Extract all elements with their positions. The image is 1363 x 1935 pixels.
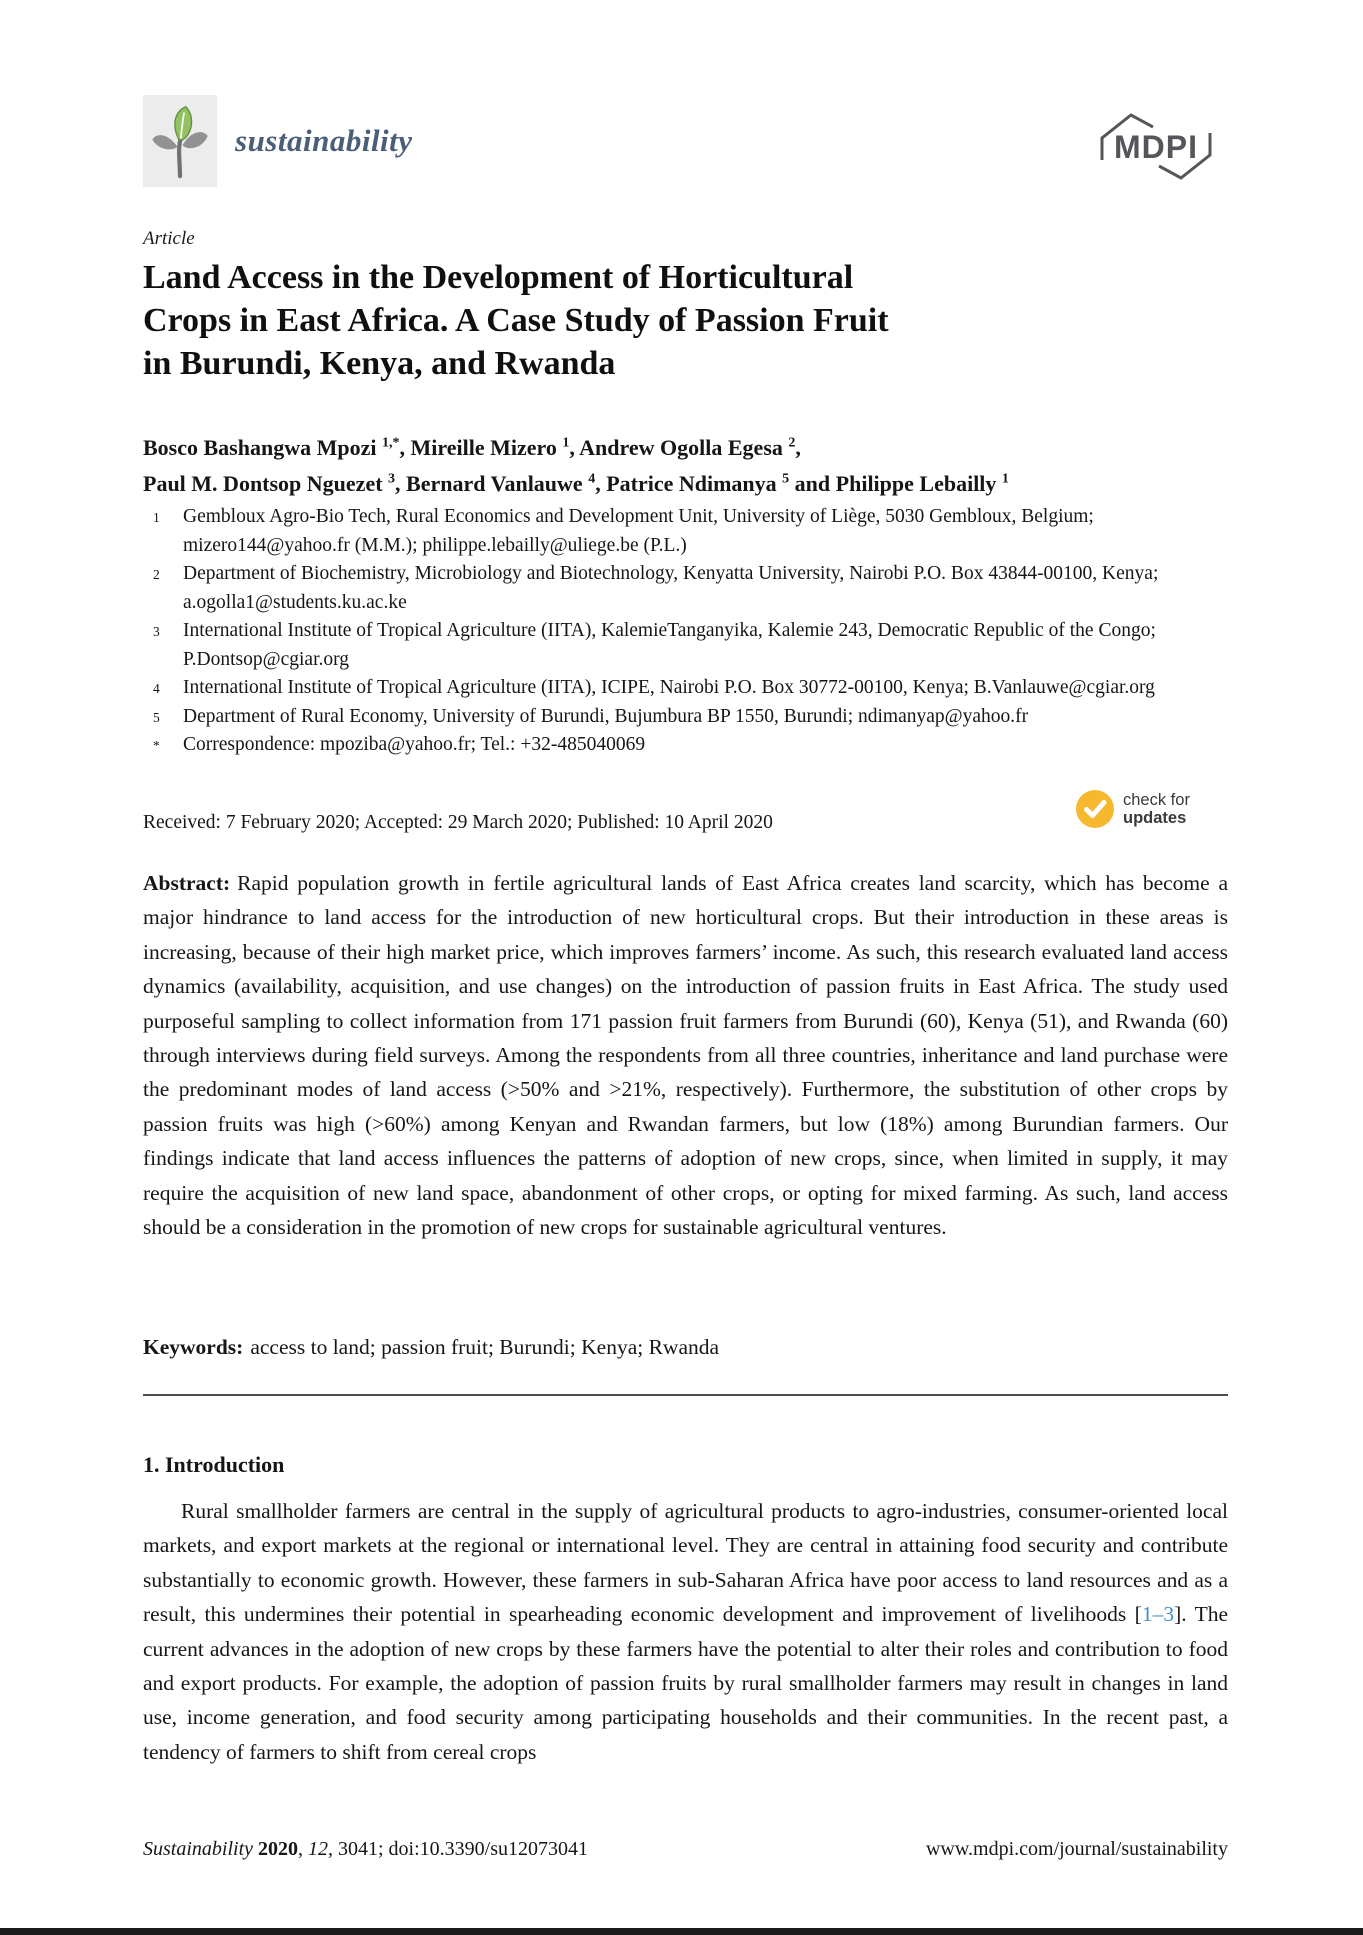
affiliation-text: Department of Rural Economy, University of Burundi, Bujumbura BP 1550, Burundi; ndimanyap@yahoo.fr — [183, 705, 1029, 727]
badge-line-2: updates — [1123, 809, 1187, 827]
sustainability-logo-box — [143, 95, 217, 187]
footer-separator: , — [298, 1838, 308, 1860]
section-divider — [143, 1394, 1228, 1396]
affiliation-item — [143, 703, 1228, 732]
introduction-paragraph — [143, 1494, 1228, 1769]
affiliations-list — [143, 503, 1228, 760]
page-footer — [143, 1838, 1228, 1861]
footer-volume: 12 — [308, 1838, 328, 1860]
affiliation-item — [143, 617, 1228, 674]
author-name: Andrew Ogolla Egesa — [579, 435, 783, 461]
mdpi-logo-text: MDPI — [1114, 129, 1198, 165]
dates-line: Received: 7 February 2020; Accepted: 29 March 2020; Published: 10 April 2020 — [143, 812, 773, 833]
article-type-label: Article — [143, 228, 195, 249]
author-affil-sup: 1 — [1001, 471, 1009, 487]
page-bottom-edge — [0, 1928, 1363, 1935]
affiliation-marker: 3 — [153, 624, 160, 639]
footer-citation — [143, 1838, 588, 1861]
author — [410, 435, 579, 460]
correspondence-text: Correspondence: mpoziba@yahoo.fr; Tel.: +32-485040069 — [183, 734, 646, 755]
badge-line-1: check for — [1123, 790, 1190, 809]
affiliation-marker: 1 — [153, 510, 160, 525]
author — [579, 435, 801, 460]
check-circle-icon — [1076, 790, 1114, 828]
author-name: Patrice Ndimanya — [606, 470, 777, 496]
check-for-updates-badge[interactable] — [1076, 790, 1190, 828]
author-separator: , — [395, 470, 407, 496]
page-title — [143, 256, 1228, 385]
affiliation-marker: 2 — [153, 567, 160, 582]
intro-text-before-citation: Rural smallholder farmers are central in the supply of agricultural products to agro-industries, consumer-oriented local markets, and export markets at the regional or international level. They are central in attaining food security and contribute substantially to economic growth. However, these farmers in sub-Saharan Africa have poor access to land resources and as a result, this undermines their potential in spearheading economic development and improvement of livelihoods [ — [143, 1499, 1228, 1627]
author-affil-sup: 4 — [588, 471, 596, 487]
author-affil-sup: 3 — [388, 471, 396, 487]
author-separator: and — [789, 470, 836, 496]
affiliation-text: International Institute of Tropical Agriculture (IITA), KalemieTanganyika, Kalemie 243, Democratic Republic of the Congo; P.Dontsop@cgiar.org — [183, 620, 1156, 670]
affiliation-text: Department of Biochemistry, Microbiology and Biotechnology, Kenyatta University, Nairobi P.O. Box 43844-00100, Kenya; a.ogolla1@students.ku.ac.ke — [183, 563, 1159, 613]
journal-wordmark: sustainability — [235, 123, 413, 158]
title-line-2: Crops in East Africa. A Case Study of Passion Fruit — [143, 302, 889, 339]
author-name: Philippe Lebailly — [835, 470, 997, 496]
affiliation-text: International Institute of Tropical Agriculture (IITA), ICIPE, Nairobi P.O. Box 30772-00100, Kenya; B.Vanlauwe@cgiar.org — [183, 677, 1155, 698]
author-name: Bernard Vanlauwe — [406, 470, 583, 496]
plant-sprout-icon — [149, 101, 211, 181]
author — [606, 471, 835, 496]
author-separator: , — [795, 435, 801, 461]
author-affil-sup: 1,* — [381, 436, 400, 451]
correspondence-marker: * — [153, 738, 160, 753]
author-affil-sup: 1 — [562, 436, 570, 451]
abstract-paragraph — [143, 866, 1228, 1244]
footer-doi: , 3041; doi:10.3390/su12073041 — [328, 1838, 589, 1860]
mdpi-hexagon-icon — [1092, 106, 1220, 188]
author-affil-sup: 5 — [782, 471, 790, 487]
author — [836, 471, 1009, 496]
introduction-heading: 1. Introduction — [143, 1452, 285, 1477]
title-line-1: Land Access in the Development of Horticultural — [143, 259, 854, 296]
keywords-text: access to land; passion fruit; Burundi; Kenya; Rwanda — [250, 1335, 720, 1359]
author — [143, 435, 410, 460]
affiliation-item — [143, 560, 1228, 617]
title-line-3: in Burundi, Kenya, and Rwanda — [143, 345, 616, 382]
affiliation-marker: 4 — [153, 681, 160, 696]
correspondence-item — [143, 731, 1228, 760]
check-for-updates-label — [1123, 791, 1190, 828]
keywords-label: Keywords: — [143, 1335, 244, 1359]
affiliation-marker: 5 — [153, 709, 160, 725]
abstract-text: Rapid population growth in fertile agricultural lands of East Africa creates land scarcity, which has become a major hindrance to land access for the introduction of new horticultural crops. But their introduction in these areas is increasing, because of their high market price, which improves farmers’ income. As such, this research evaluated land access dynamics (availability, acquisition, and use changes) on the introduction of passion fruits in East Africa. The study used purposeful sampling to collect information from 171 passion fruit farmers from Burundi (60), Kenya (51), and Rwanda (60) through interviews during field surveys. Among the respondents from all three countries, inheritance and land purchase were the predominant modes of land access (>50% and >21%, respectively). Furthermore, the substitution of other crops by passion fruits was high (>60%) among Kenyan and Rwandan farmers, but low (18%) among Burundian farmers. Our findings indicate that land access influences the patterns of adoption of new crops, since, when limited in supply, it may require the acquisition of new land space, abandonment of other crops, or opting for mixed farming. As such, land access should be a consideration in the promotion of new crops for sustainable agricultural ventures. — [143, 871, 1228, 1240]
journal-logo — [143, 95, 413, 187]
mdpi-logo — [1092, 106, 1220, 188]
author-name: Bosco Bashangwa Mpozi — [143, 435, 377, 461]
author-name: Mireille Mizero — [410, 435, 557, 461]
intro-text-after-citation: ]. The current advances in the adoption of new crops by these farmers have the potential to alter their roles and contribution to food and export products. For example, the adoption of passion fruits by rural smallholder farmers may result in changes in land use, income generation, and food security among participating households and their communities. In the recent past, a tendency of farmers to shift from cereal crops — [143, 1602, 1229, 1764]
author-separator: , — [569, 435, 580, 461]
author-affil-sup: 2 — [788, 436, 796, 451]
affiliation-item — [143, 674, 1228, 703]
affiliation-text: Gembloux Agro-Bio Tech, Rural Economics and Development Unit, University of Liège, 5030 Gembloux, Belgium; mizero144@yahoo.fr (M.M.); philippe.lebailly@uliege.be (P.L.) — [183, 506, 1094, 556]
author-separator: , — [595, 470, 607, 496]
footer-journal-url[interactable]: www.mdpi.com/journal/sustainability — [925, 1838, 1228, 1860]
abstract-label: Abstract: — [143, 871, 231, 895]
author-name: Paul M. Dontsop Nguezet — [143, 470, 383, 496]
citation-link-1-3[interactable]: 1–3 — [1141, 1602, 1175, 1627]
author-separator: , — [399, 435, 411, 461]
authors-line — [143, 428, 1228, 499]
author — [406, 471, 606, 496]
author — [143, 471, 406, 496]
footer-year: 2020 — [253, 1838, 298, 1860]
affiliation-item — [143, 503, 1228, 560]
footer-journal-name: Sustainability — [143, 1838, 253, 1860]
keywords-line — [143, 1330, 1228, 1364]
